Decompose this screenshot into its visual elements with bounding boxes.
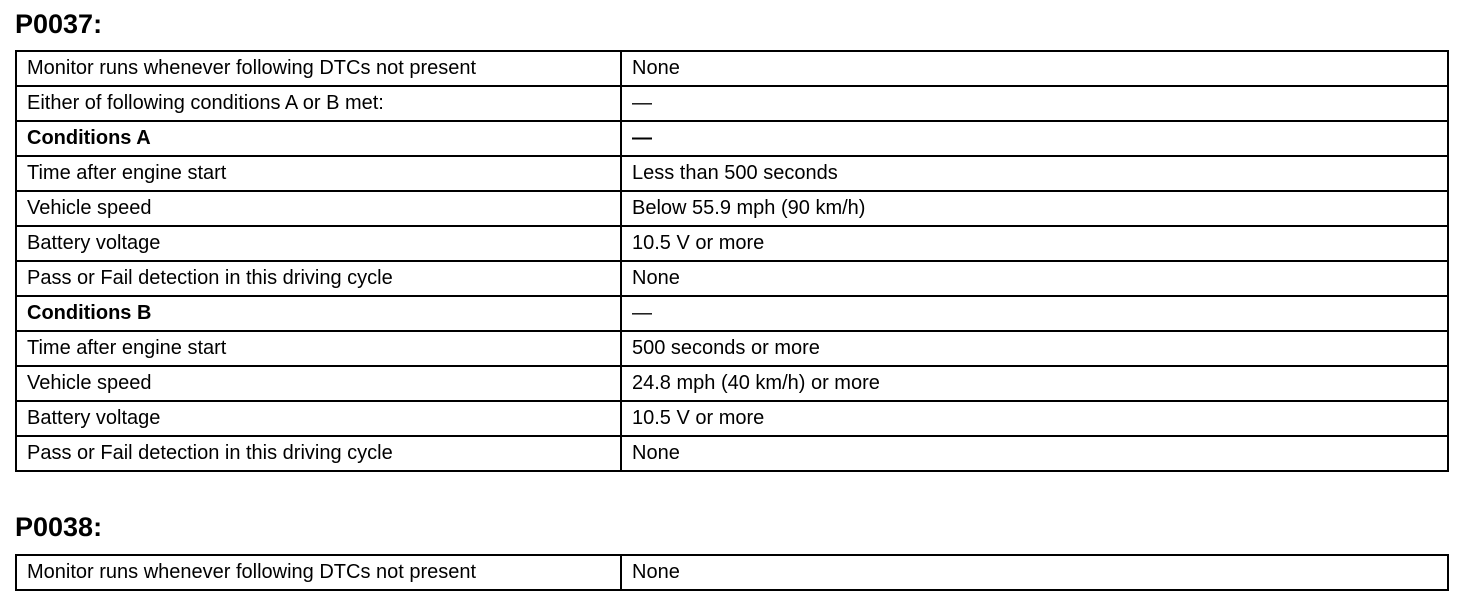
condition-label: Time after engine start <box>16 156 621 191</box>
table-row <box>16 121 1448 156</box>
condition-value: — <box>621 296 1448 331</box>
table-row <box>16 436 1448 471</box>
section-p0037 <box>15 6 1447 472</box>
condition-label: Battery voltage <box>16 226 621 261</box>
table-row <box>16 226 1448 261</box>
condition-value: 24.8 mph (40 km/h) or more <box>621 366 1448 401</box>
table-row <box>16 261 1448 296</box>
section-p0038 <box>15 509 1447 591</box>
table-row <box>16 331 1448 366</box>
condition-label: Pass or Fail detection in this driving cycle <box>16 436 621 471</box>
condition-group-label: Conditions A <box>16 121 621 156</box>
condition-value: — <box>621 121 1448 156</box>
condition-label: Monitor runs whenever following DTCs not present <box>16 51 621 86</box>
table-row <box>16 191 1448 226</box>
condition-value: None <box>621 261 1448 296</box>
condition-label: Vehicle speed <box>16 366 621 401</box>
condition-value: Below 55.9 mph (90 km/h) <box>621 191 1448 226</box>
condition-group-label: Conditions B <box>16 296 621 331</box>
condition-value: 10.5 V or more <box>621 401 1448 436</box>
condition-label: Pass or Fail detection in this driving cycle <box>16 261 621 296</box>
condition-value: None <box>621 51 1448 86</box>
section-heading: P0038: <box>15 512 103 542</box>
table-row <box>16 555 1448 590</box>
condition-value: — <box>621 86 1448 121</box>
condition-label: Vehicle speed <box>16 191 621 226</box>
condition-value: 500 seconds or more <box>621 331 1448 366</box>
table-row <box>16 296 1448 331</box>
table-row <box>16 366 1448 401</box>
condition-value: 10.5 V or more <box>621 226 1448 261</box>
table-row <box>16 51 1448 86</box>
conditions-table <box>15 50 1449 472</box>
condition-value: None <box>621 436 1448 471</box>
condition-label: Battery voltage <box>16 401 621 436</box>
section-heading: P0037: <box>15 9 103 39</box>
condition-label: Time after engine start <box>16 331 621 366</box>
conditions-table <box>15 554 1449 591</box>
condition-value: None <box>621 555 1448 590</box>
table-row <box>16 156 1448 191</box>
condition-value: Less than 500 seconds <box>621 156 1448 191</box>
table-row <box>16 401 1448 436</box>
condition-label: Monitor runs whenever following DTCs not present <box>16 555 621 590</box>
table-row <box>16 86 1448 121</box>
condition-label: Either of following conditions A or B met: <box>16 86 621 121</box>
